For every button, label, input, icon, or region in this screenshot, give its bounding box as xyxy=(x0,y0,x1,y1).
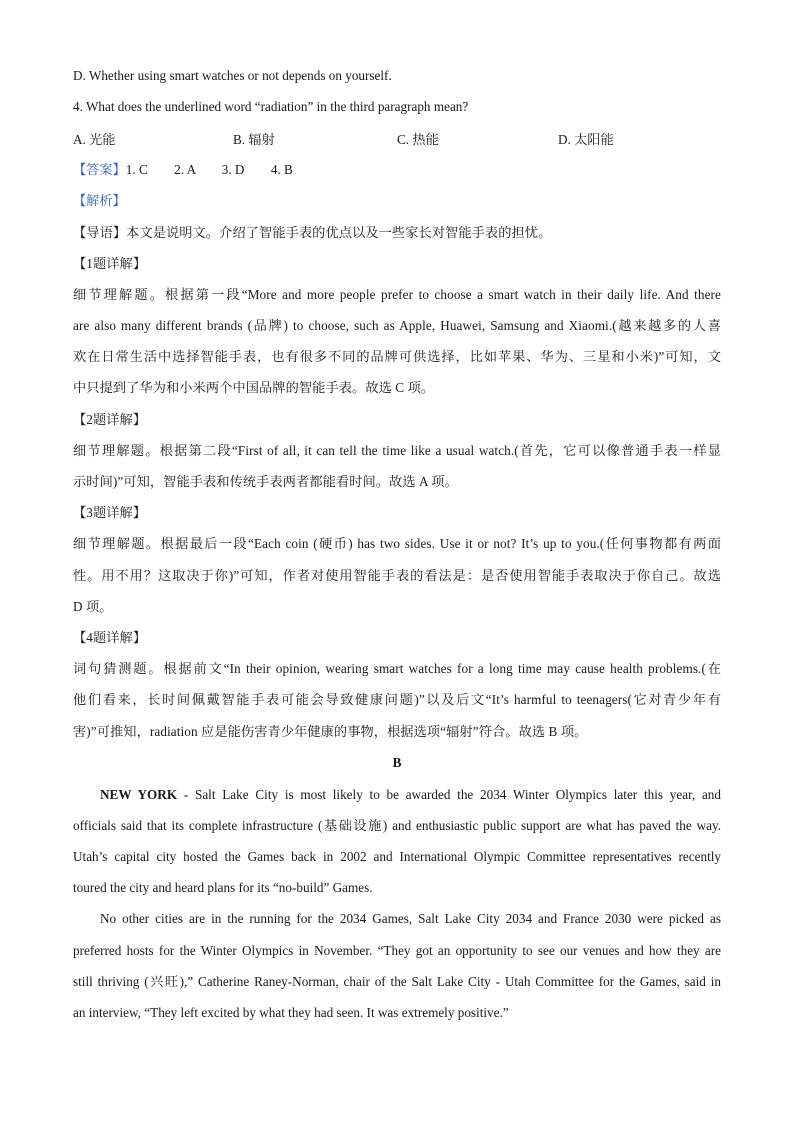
q3-line-1: 细节理解题。根据最后一段“Each coin (硬币) has two sides. Use it or not? It’s up to you.(任何事物都有两面 xyxy=(73,536,721,551)
guide-label: 【导语】 xyxy=(73,225,127,240)
q2-line-2: 示时间)”可知，智能手表和传统手表两者都能看时间。故选 A 项。 xyxy=(73,474,458,489)
passage-p2-line-3: still thriving (兴旺),” Catherine Raney-Norman, chair of the Salt Lake City - Utah Committee for the Games, said in xyxy=(73,974,721,989)
answer-values: 1. C 2. A 3. D 4. B xyxy=(125,162,293,177)
q3-option-d: D. Whether using smart watches or not depends on yourself. xyxy=(73,68,392,83)
passage-p1-line-1 xyxy=(73,785,721,805)
q4-line-2: 他们看来，长时间佩戴智能手表可能会导致健康问题)”以及后文“It’s harmful to teenagers(它对青少年有 xyxy=(73,692,721,707)
q4-option-c: C. 热能 xyxy=(397,132,439,147)
dateline: NEW YORK xyxy=(100,787,178,802)
q3-line-2: 性。用不用？这取决于你)”可知，作者对使用智能手表的看法是：是否使用智能手表取决于你自己。故选 xyxy=(73,568,721,583)
q1-line-1: 细节理解题。根据第一段“More and more people prefer to choose a smart watch in their daily life. And there xyxy=(73,287,721,302)
q1-line-4: 中只提到了华为和小米两个中国品牌的智能手表。故选 C 项。 xyxy=(73,380,435,395)
q3-line-3: D 项。 xyxy=(73,599,113,614)
answer-label: 【答案】 xyxy=(73,162,126,177)
q1-line-2: are also many different brands (品牌) to choose, such as Apple, Huawei, Samsung and Xiaomi.(越来越多的人喜 xyxy=(73,318,721,333)
q1-line-3: 欢在日常生活中选择智能手表，也有很多不同的品牌可供选择，比如苹果、华为、三星和小米)”可知，文 xyxy=(73,349,721,364)
passage-p2-line-4: an interview, “They left excited by what they had seen. It was extremely positive.” xyxy=(73,1005,509,1020)
q2-line-1: 细节理解题。根据第二段“First of all, it can tell the time like a usual watch.(首先，它可以像普通手表一样显 xyxy=(73,443,721,458)
passage-p1-line-3: Utah’s capital city hosted the Games back in 2002 and International Olympic Committee representatives recently xyxy=(73,849,721,864)
passage-p1-line-4: toured the city and heard plans for its “no-build” Games. xyxy=(73,880,373,895)
guide-line xyxy=(73,223,551,243)
p1-first-rest: - Salt Lake City is most likely to be awarded the 2034 Winter Olympics later this year, and xyxy=(177,787,721,802)
q2-heading: 【2题详解】 xyxy=(73,412,147,427)
q1-heading: 【1题详解】 xyxy=(73,256,147,271)
section-b-title: B xyxy=(392,755,402,770)
passage-p2-line-2: preferred hosts for the Winter Olympics in November. “They got an opportunity to see our venues and how they are xyxy=(73,943,721,958)
q4-line-3: 害)”可推知，radiation 应是能伤害青少年健康的事物，根据选项“辐射”符合。故选 B 项。 xyxy=(73,724,588,739)
analysis-label: 【解析】 xyxy=(73,193,126,208)
q4-option-d: D. 太阳能 xyxy=(558,132,614,147)
q4-option-a: A. 光能 xyxy=(73,132,116,147)
q4-question: 4. What does the underlined word “radiation” in the third paragraph mean? xyxy=(73,99,469,114)
q4-line-1: 词句猜测题。根据前文“In their opinion, wearing smart watches for a long time may cause health problems.(在 xyxy=(73,661,721,676)
q4-option-b: B. 辐射 xyxy=(233,132,275,147)
q4-heading: 【4题详解】 xyxy=(73,630,147,645)
passage-p2-line-1: No other cities are in the running for the 2034 Games, Salt Lake City 2034 and France 2030 were picked as xyxy=(100,911,721,926)
q3-heading: 【3题详解】 xyxy=(73,505,147,520)
guide-text: 本文是说明文。介绍了智能手表的优点以及一些家长对智能手表的担忧。 xyxy=(126,225,552,240)
answer-line xyxy=(73,160,293,180)
passage-p1-line-2: officials said that its complete infrastructure (基础设施) and enthusiastic public support are what has paved the way. xyxy=(73,818,721,833)
